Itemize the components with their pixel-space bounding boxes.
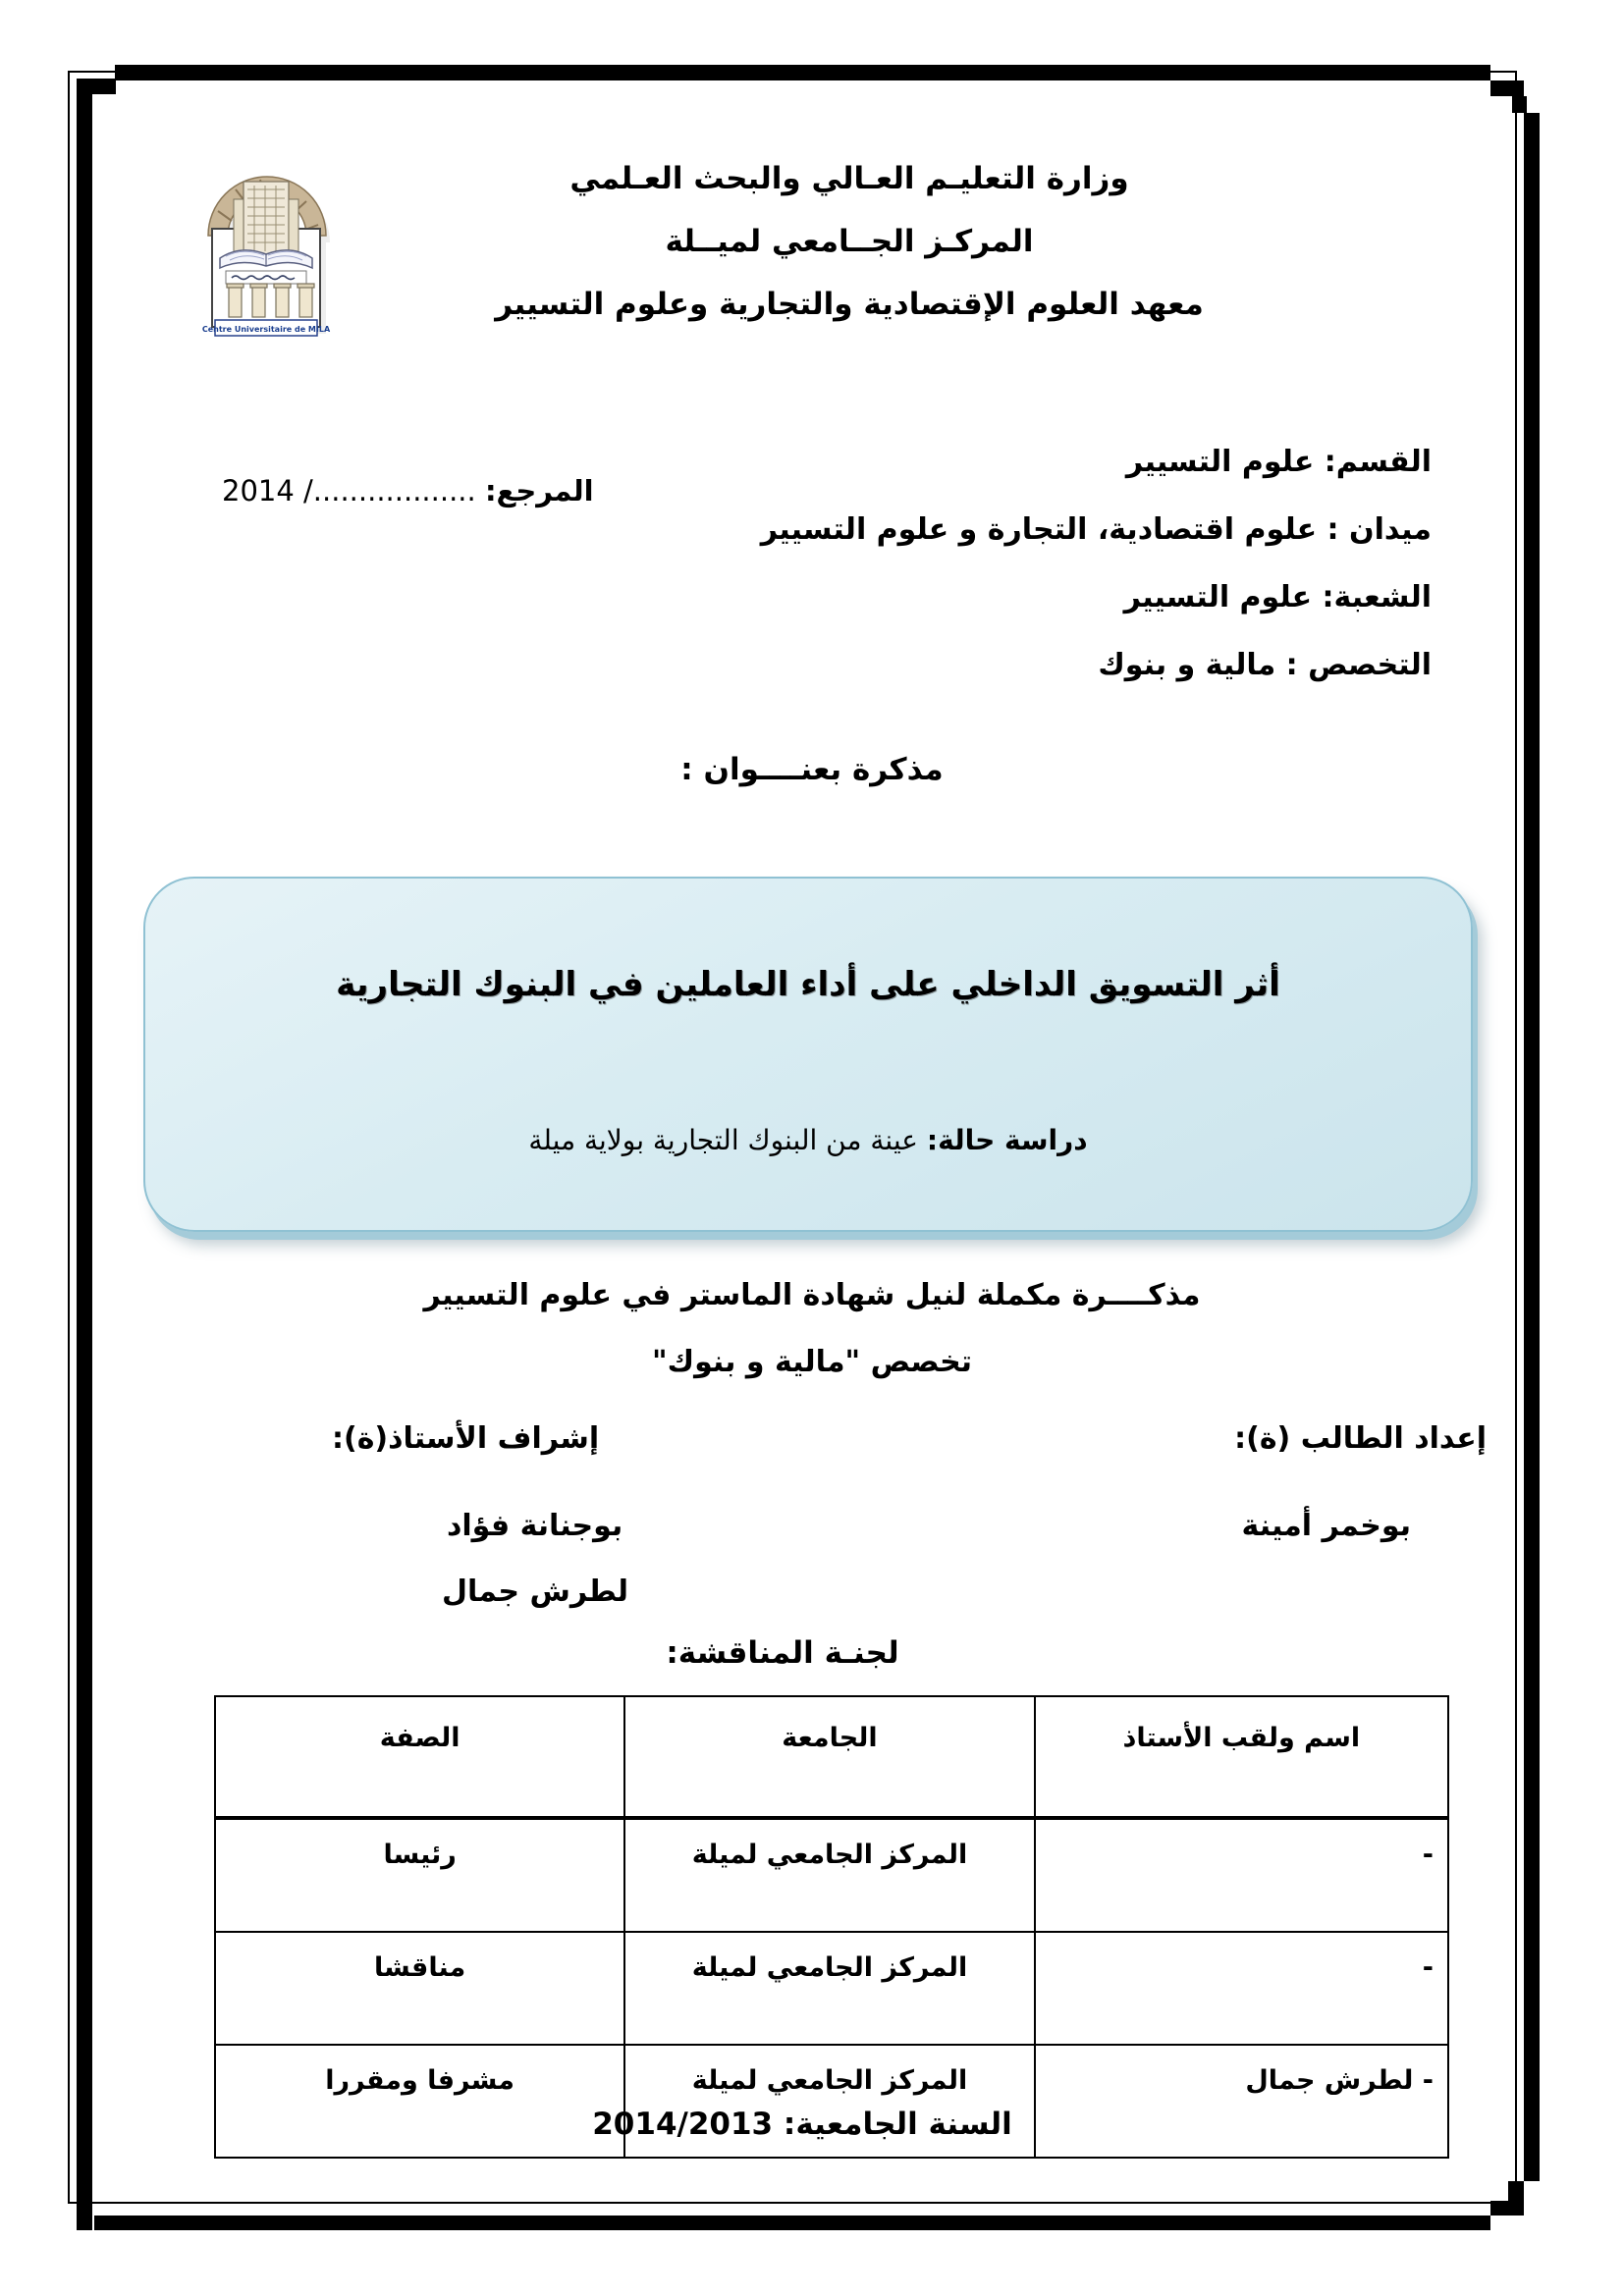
field-line: ميدان : علوم اقتصادية، التجارة و علوم التسيير — [760, 512, 1432, 547]
reference-line — [222, 474, 594, 507]
department-line: القسم: علوم التسيير — [1125, 445, 1432, 479]
case-study-subtitle — [145, 1124, 1471, 1156]
jury-col-professor: اسم ولقب الأستاذ — [1035, 1696, 1448, 1818]
department-info — [761, 428, 1432, 699]
supervisor-label: إشراف الأستاذ(ة): — [332, 1421, 600, 1456]
jury-col-role: الصفة — [215, 1696, 624, 1818]
supervisor-name-2: لطرش جمال — [442, 1575, 629, 1609]
jury-row2-name: - — [1035, 1932, 1448, 2045]
reference-label: المرجع: — [484, 474, 594, 507]
memo-caption: مذكرة بعنــــوان : — [680, 752, 944, 787]
jury-row3-university: المركز الجامعي لميلة — [624, 2045, 1034, 2158]
jury-row1-university: المركز الجامعي لميلة — [624, 1818, 1034, 1932]
case-study-label: دراسة حالة: — [926, 1124, 1088, 1156]
jury-row2-role: مناقشا — [215, 1932, 624, 2045]
specialty-line: التخصص : مالية و بنوك — [1098, 648, 1432, 682]
jury-table — [214, 1695, 1449, 2159]
branch-line: الشعبة: علوم التسيير — [1123, 580, 1432, 614]
university-line: المركـز الجــامعي لميــلة — [665, 224, 1034, 259]
reference-value: ................../ 2014 — [222, 474, 485, 507]
jury-row1-name: - — [1035, 1818, 1448, 1932]
thesis-title-box — [143, 877, 1473, 1232]
jury-row1-role: رئيسا — [215, 1818, 624, 1932]
jury-row3-name: - لطرش جمال — [1035, 2045, 1448, 2158]
institute-line: معهد العلوم الإقتصادية والتجارية وعلوم التسيير — [495, 287, 1204, 322]
ministry-line: وزارة التعليـم العـالي والبحث العـلمي — [569, 161, 1129, 196]
table-row — [215, 1932, 1448, 2045]
jury-header-row — [215, 1696, 1448, 1818]
jury-row3-role: مشرفا ومقررا — [215, 2045, 624, 2158]
table-row — [215, 1818, 1448, 1932]
jury-heading: لجنـة المناقشة: — [666, 1635, 899, 1671]
degree-specialty: تخصص "مالية و بنوك" — [652, 1345, 972, 1379]
case-study-text: عينة من البنوك التجارية بولاية ميلة — [528, 1124, 927, 1156]
jury-row2-university: المركز الجامعي لميلة — [624, 1932, 1034, 2045]
student-name: بوخمر أمينة — [1241, 1509, 1411, 1543]
academic-year: السنة الجامعية: 2014/2013 — [592, 2107, 1012, 2142]
degree-statement: مذكــــرة مكملة لنيل شهادة الماستر في علوم التسيير — [423, 1278, 1201, 1312]
thesis-title: أثر التسويق الداخلي على أداء العاملين في البنوك التجارية — [336, 965, 1280, 1004]
logo-caption-text: Centre Universitaire de MILA — [201, 325, 331, 334]
supervisor-name-1: بوجنانة فؤاد — [447, 1509, 623, 1543]
ministry-header — [75, 147, 1624, 336]
student-label: إعداد الطالب (ة): — [1234, 1421, 1487, 1456]
jury-col-university: الجامعة — [624, 1696, 1034, 1818]
